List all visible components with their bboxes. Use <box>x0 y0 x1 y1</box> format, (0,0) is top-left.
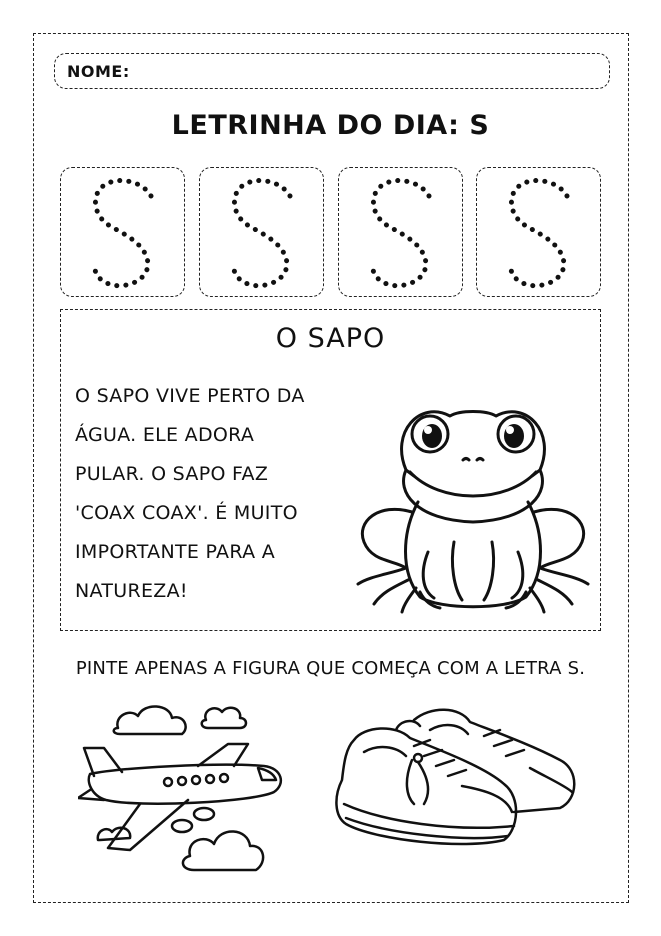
story-line: IMPORTANTE PARA A <box>75 541 276 563</box>
story-line: PULAR. O SAPO FAZ <box>75 463 269 485</box>
dotted-letter-s <box>61 168 186 298</box>
story-title: O SAPO <box>275 323 386 354</box>
page-title: LETRINHA DO DIA: S <box>171 110 490 141</box>
story-text <box>75 377 355 611</box>
name-field[interactable] <box>54 53 610 89</box>
tracing-box-3[interactable] <box>338 167 463 297</box>
story-line: O SAPO VIVE PERTO DA <box>75 385 305 407</box>
instruction-text: PINTE APENAS A FIGURA QUE COMEÇA COM A LETRA S. <box>75 658 586 679</box>
airplane-illustration[interactable] <box>78 700 298 884</box>
story-line: ÁGUA. ELE ADORA <box>75 424 255 446</box>
tracing-box-1[interactable] <box>60 167 185 297</box>
story-line: 'COAX COAX'. É MUITO <box>75 502 298 524</box>
frog-illustration <box>350 392 596 614</box>
dotted-letter-s <box>200 168 325 298</box>
name-label: NOME: <box>67 61 130 81</box>
tracing-box-2[interactable] <box>199 167 324 297</box>
tracing-box-4[interactable] <box>476 167 601 297</box>
story-line: NATUREZA! <box>75 580 188 602</box>
dotted-letter-s <box>477 168 602 298</box>
dotted-letter-s <box>339 168 464 298</box>
sneakers-illustration[interactable] <box>334 700 580 850</box>
